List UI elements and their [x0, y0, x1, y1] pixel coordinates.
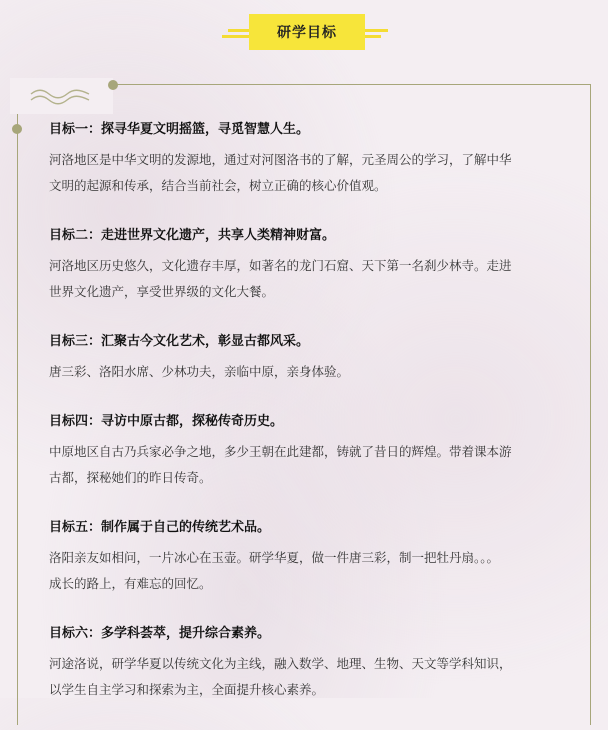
- frame-dot-left: [12, 124, 22, 134]
- goal-body-line: 世界文化遗产，享受世界级的文化大餐。: [49, 284, 275, 299]
- goal-body-line: 古都，探秘她们的昨日传奇。: [49, 470, 212, 485]
- section-header: [0, 12, 608, 52]
- goal-body-line: 成长的路上，有难忘的回忆。: [49, 576, 212, 591]
- goal-body: [49, 439, 579, 491]
- goal-body-line: 洛阳亲友如相问，一片冰心在玉壶。研学华夏，做一件唐三彩，制一把牡丹扇。。。: [49, 550, 500, 565]
- goal-body-line: 唐三彩、洛阳水席、少林功夫，亲临中原，亲身体验。: [49, 364, 350, 379]
- header-decoration-right-bottom: [365, 35, 381, 38]
- goals-list: [49, 120, 579, 730]
- goal-body-line: 河洛地区历史悠久，文化遗存丰厚，如著名的龙门石窟、天下第一名刹少林寺。走进: [49, 258, 512, 273]
- goal-item: [49, 120, 579, 199]
- goal-body-line: 中原地区自古乃兵家必争之地，多少王朝在此建都，铸就了昔日的辉煌。带着课本游: [49, 444, 512, 459]
- goal-title: 目标五：制作属于自己的传统艺术品。: [49, 520, 271, 535]
- goal-body: [49, 253, 579, 305]
- header-decoration-left-top: [228, 29, 250, 32]
- goal-body-line: 河洛地区是中华文明的发源地，通过对河图洛书的了解，元圣周公的学习，了解中华: [49, 152, 512, 167]
- goal-body: [49, 545, 579, 597]
- wave-ornament-icon: [29, 88, 91, 108]
- frame-dot-top: [108, 80, 118, 90]
- goal-item: [49, 518, 579, 597]
- goal-body: [49, 147, 579, 199]
- goal-item: [49, 332, 579, 385]
- goal-body: [49, 651, 579, 703]
- goal-title: 目标六：多学科荟萃，提升综合素养。: [49, 626, 271, 641]
- goal-title: 目标一：探寻华夏文明摇篮，寻觅智慧人生。: [49, 122, 310, 137]
- goal-body-line: 以学生自主学习和探索为主，全面提升核心素养。: [49, 682, 325, 697]
- goal-title: 目标三：汇聚古今文化艺术，彰显古都风采。: [49, 334, 310, 349]
- page-title: 研学目标: [249, 14, 365, 50]
- goal-body-line: 文明的起源和传承，结合当前社会，树立正确的核心价值观。: [49, 178, 387, 193]
- goal-item: [49, 226, 579, 305]
- goal-title: 目标二：走进世界文化遗产，共享人类精神财富。: [49, 228, 336, 243]
- header-decoration-right-top: [365, 29, 388, 32]
- goal-body-line: 河途洛说，研学华夏以传统文化为主线，融入数学、地理、生物、天文等学科知识，: [49, 656, 512, 671]
- goal-title: 目标四：寻访中原古都，探秘传奇历史。: [49, 414, 284, 429]
- goal-body: [49, 359, 579, 385]
- header-decoration-left-bottom: [222, 35, 250, 38]
- goal-item: [49, 412, 579, 491]
- goal-item: [49, 624, 579, 703]
